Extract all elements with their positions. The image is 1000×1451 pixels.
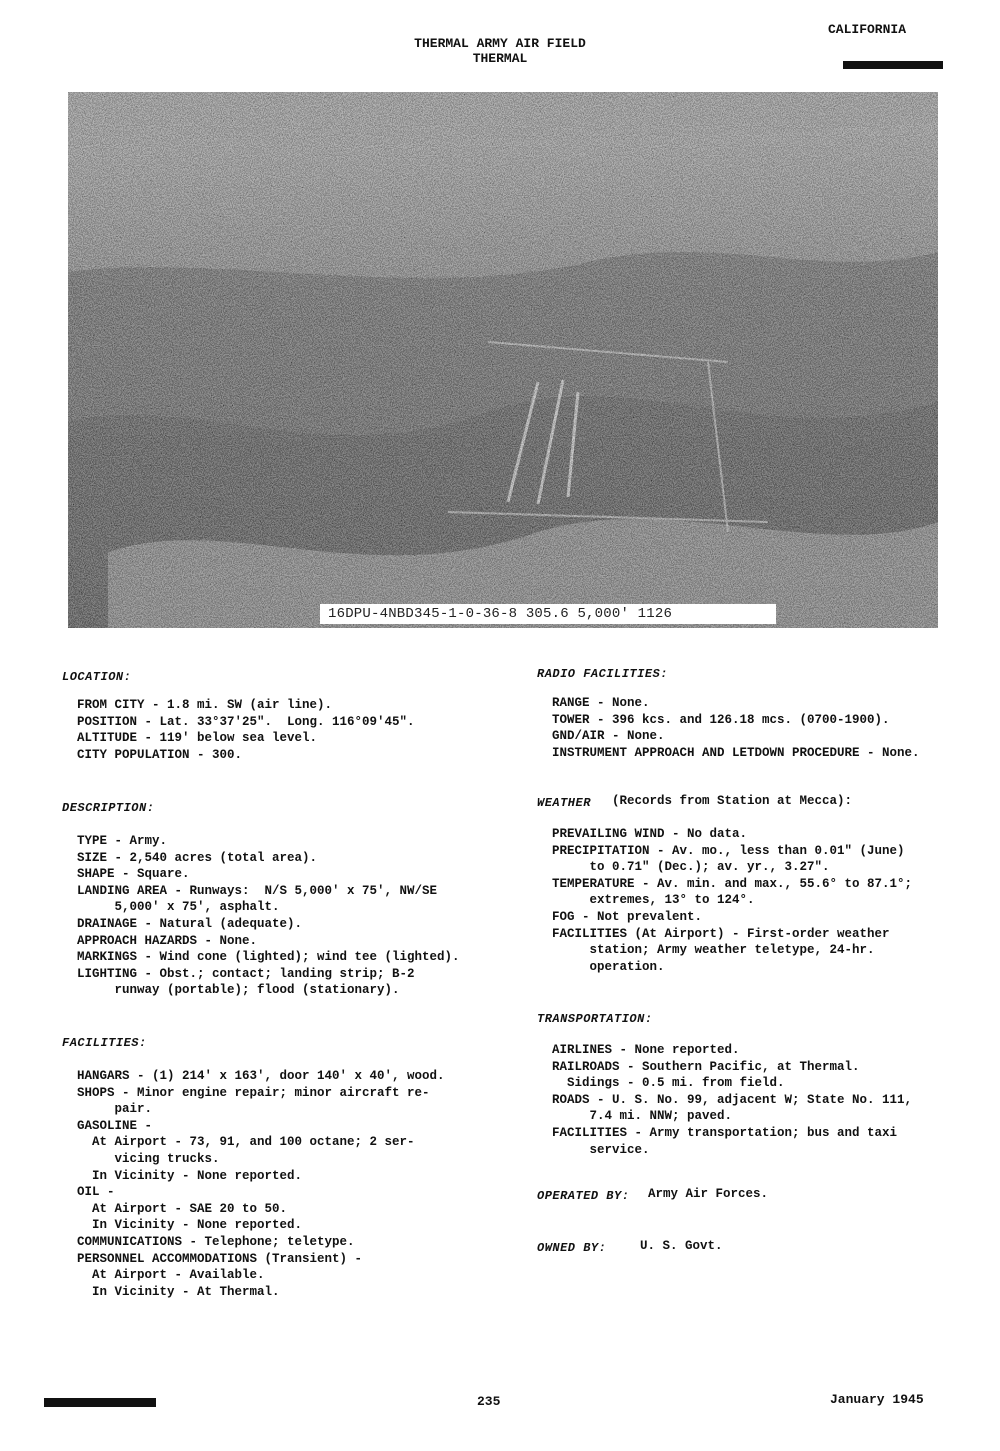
weather-heading: WEATHER bbox=[537, 796, 591, 810]
aerial-photo-image bbox=[68, 92, 938, 628]
owned-by-label: OWNED BY: bbox=[537, 1241, 607, 1255]
description-details: TYPE - Army. SIZE - 2,540 acres (total area). SHAPE - Square. LANDING AREA - Runways: N/S 5,000' x 75', NW/SE 5,000' x 75', asphalt. DRAINAGE - Natural (adequate). APPROACH HAZARDS - None. MARKINGS - Wind cone (lighted); wind tee (lighted). LIGHTING - Obst.; contact; landing strip; B-2 runway (portable); flood (stationary). bbox=[77, 834, 460, 998]
facilities-heading: FACILITIES: bbox=[62, 1036, 147, 1050]
weather-details: PREVAILING WIND - No data. PRECIPITATION - Av. mo., less than 0.01" (June) to 0.71" (Dec.); av. yr., 3.27". TEMPERATURE - Av. min. and max., 55.6° to 87.1°; extremes, 13° to 124°. FOG - Not prevalent. FACILITIES (At Airport) - First-order weather station; Army weather teletype, 24-hr. operation. bbox=[552, 827, 913, 974]
aerial-photo bbox=[68, 92, 938, 628]
operated-by-label: OPERATED BY: bbox=[537, 1189, 630, 1203]
weather-source: (Records from Station at Mecca): bbox=[612, 794, 853, 808]
radio-heading: RADIO FACILITIES: bbox=[537, 667, 668, 681]
state-label: CALIFORNIA bbox=[828, 22, 907, 37]
redaction-mark-bottom bbox=[44, 1398, 156, 1407]
transportation-heading: TRANSPORTATION: bbox=[537, 1012, 653, 1026]
page-header bbox=[380, 36, 620, 66]
operated-by-value: Army Air Forces. bbox=[648, 1187, 769, 1201]
airfield-name: THERMAL ARMY AIR FIELD bbox=[414, 36, 586, 51]
facilities-details: HANGARS - (1) 214' x 163', door 140' x 40', wood. SHOPS - Minor engine repair; minor aircraft re- pair. GASOLINE - At Airport - 73, 91, and 100 octane; 2 ser- vicing trucks. In Vicinity - None reported. OIL - At Airport - SAE 20 to 50. In Vicinity - None reported. COMMUNICATIONS - Telephone; teletype. PERSONNEL ACCOMMODATIONS (Transient) - At Airport - Available. In Vicinity - At Thermal. bbox=[77, 1069, 445, 1299]
owned-by-value: U. S. Govt. bbox=[640, 1239, 723, 1253]
radio-details: RANGE - None. TOWER - 396 kcs. and 126.18 mcs. (0700-1900). GND/AIR - None. INSTRUMENT APPROACH AND LETDOWN PROCEDURE - None. bbox=[552, 696, 920, 760]
location-details: FROM CITY - 1.8 mi. SW (air line). POSITION - Lat. 33°37'25". Long. 116°09'45". ALTITUDE - 119' below sea level. CITY POPULATION - 300. bbox=[77, 698, 415, 762]
location-heading: LOCATION: bbox=[62, 670, 132, 684]
page-number: 235 bbox=[477, 1394, 501, 1409]
transportation-details: AIRLINES - None reported. RAILROADS - Southern Pacific, at Thermal. Sidings - 0.5 mi. from field. ROADS - U. S. No. 99, adjacent W; State No. 111, 7.4 mi. NNW; paved. FACILITIES - Army transportation; bus and taxi service. bbox=[552, 1043, 913, 1157]
photo-caption: 16DPU-4NBD345-1-0-36-8 305.6 5,000' 1126 bbox=[320, 604, 776, 624]
publication-date: January 1945 bbox=[830, 1392, 924, 1407]
airfield-location: THERMAL bbox=[472, 51, 528, 66]
description-heading: DESCRIPTION: bbox=[62, 801, 155, 815]
redaction-mark-top bbox=[843, 61, 943, 69]
